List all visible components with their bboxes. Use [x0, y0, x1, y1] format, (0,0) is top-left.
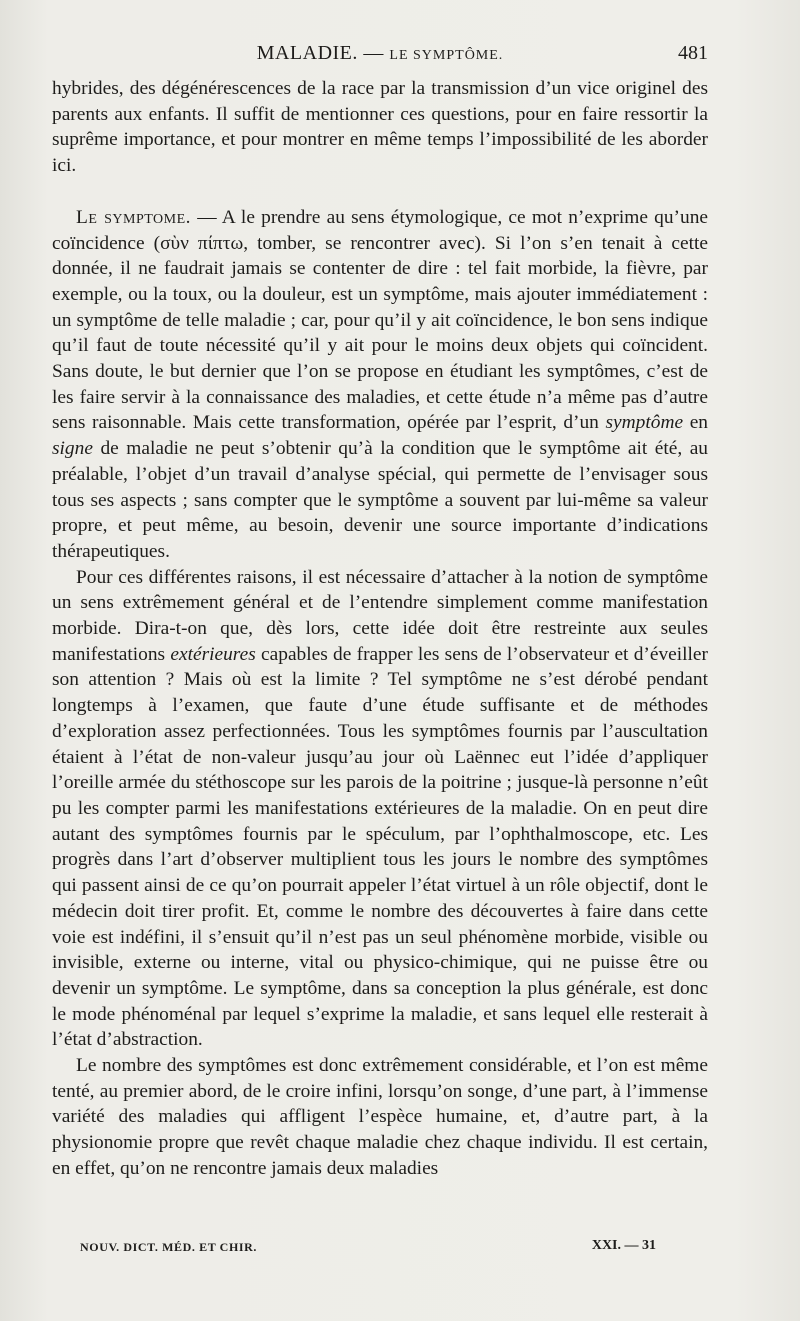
italic-term: symptôme — [605, 412, 684, 434]
paragraph-raisons — [52, 565, 708, 1053]
footer-book-title: NOUV. DICT. MÉD. ET CHIR. — [80, 1240, 258, 1254]
paragraph-text-segment: — A le prendre au sens étymologique, ce mot n’exprime qu’une coïncidence (σὺν πίπτω, tomber, se rencontrer avec). Si l’on s’en tenait à cette donnée, il ne faudrait jamais se contenter de dire : tel fait morbide, la fièvre, par exemple, ou la toux, ou la douleur, est un symptôme, mais ajouter immédiatement : un symptôme de telle maladie ; car, pour qu’il y ait coïncidence, le bon sens indique qu’il faut de toute nécessité qu’il y ait pour le moins deux objets qui coïncident. Sans doute, le but dernier que l’on se propose en étudiant les symptômes, c’est de les faire servir à la connaissance des maladies, et cette étude n’a même pas d’autre sens raisonnable. Mais cette transformation, opérée par l’esprit, d’un — [52, 206, 708, 434]
paragraph-symptome — [52, 205, 708, 565]
paragraph-text-segment: capables de frapper les sens de l’observateur et d’éveiller son attention ? Mais où est la limite ? Tel symptôme ne s’est dérobé pendant longtemps à l’examen, que faute d’une étude suffisante et de méthodes d’exploration assez perfectionnées. Tous les symptômes fournis par l’auscultation étaient à l’état de non-valeur jusqu’au jour où Laënnec eut l’idée d’appliquer l’oreille armée du stéthoscope sur les parois de la poitrine ; jusque-là personne n’eût pu les compter parmi les manifestations extérieures de la maladie. On en peut dire autant des symptômes fournis par le spéculum, par l’ophthalmoscope, etc. Les progrès dans l’art d’observer multiplient tous les jours le nombre des symptômes qui passent ainsi de ce qu’on pourrait appeler l’état virtuel à un rôle objectif, dont le médecin doit tirer profit. Et, comme le nombre des découvertes à faire dans cette voie est indéfini, il s’ensuit qu’il n’est pas un seul phénomène morbide, visible ou invisible, externe ou interne, vital ou physico-chimique, qui ne puisse être ou devenir un symptôme. Le symptôme, dans sa conception la plus générale, est donc le mode phénoménal par lequel s’exprime la maladie, et sans lequel elle resterait à l’état d’abstraction. — [52, 643, 709, 1051]
footer-volume-signature: XXI. — 31 — [591, 1238, 656, 1253]
paragraph-nombre: Le nombre des symptômes est donc extrêmement considérable, et l’on est même tenté, au premier abord, de le croire infini, lorsqu’on songe, d’une part, à l’immense variété des maladies qui affligent l’espèce humaine, et, d’autre part, à la physionomie propre que revêt chaque maladie chez chaque individu. Il est certain, en effet, qu’on ne rencontre jamais deux maladies — [52, 1055, 708, 1179]
running-title — [52, 42, 708, 65]
body-text — [52, 76, 708, 1182]
page-number: 481 — [678, 42, 708, 64]
running-title-separator: — — [357, 42, 390, 64]
section-heading: Le symptome. — [76, 206, 192, 228]
italic-term: extérieures — [170, 643, 256, 665]
running-header — [52, 38, 708, 70]
paragraph-text-segment: Pour ces différentes raisons, il est nécessaire d’attacher à la notion de symptôme un sens extrêmement général et de l’entendre simplement comme manifestation morbide. Dira-t-on que, dès lors, cette idée doit être restreinte aux seules manifestations — [52, 566, 708, 665]
italic-term: signe — [52, 438, 93, 460]
paragraph-text-segment: de maladie ne peut s’obtenir qu’à la condition que le symptôme ait été, au préalable, l’objet d’un travail d’analyse spécial, qui permette de l’envisager sous tous ses aspects ; sans compter que le symptôme a souvent par lui-même sa valeur propre, et peut même, au besoin, devenir une source importante d’indications thérapeutiques. — [52, 438, 708, 562]
paragraph-continuation: hybrides, des dégénérescences de la race par la transmission d’un vice originel des parents aux enfants. Il suffit de mentionner ces questions, pour en faire ressortir la suprême importance, et pour montrer en même temps l’impossibilité de les aborder ici. — [52, 78, 708, 177]
paragraph-text-segment: en — [683, 412, 709, 434]
page-footer — [80, 1238, 680, 1258]
running-title-main: MALADIE. — [256, 42, 358, 64]
running-title-sub: LE SYMPTÔME. — [389, 48, 504, 63]
